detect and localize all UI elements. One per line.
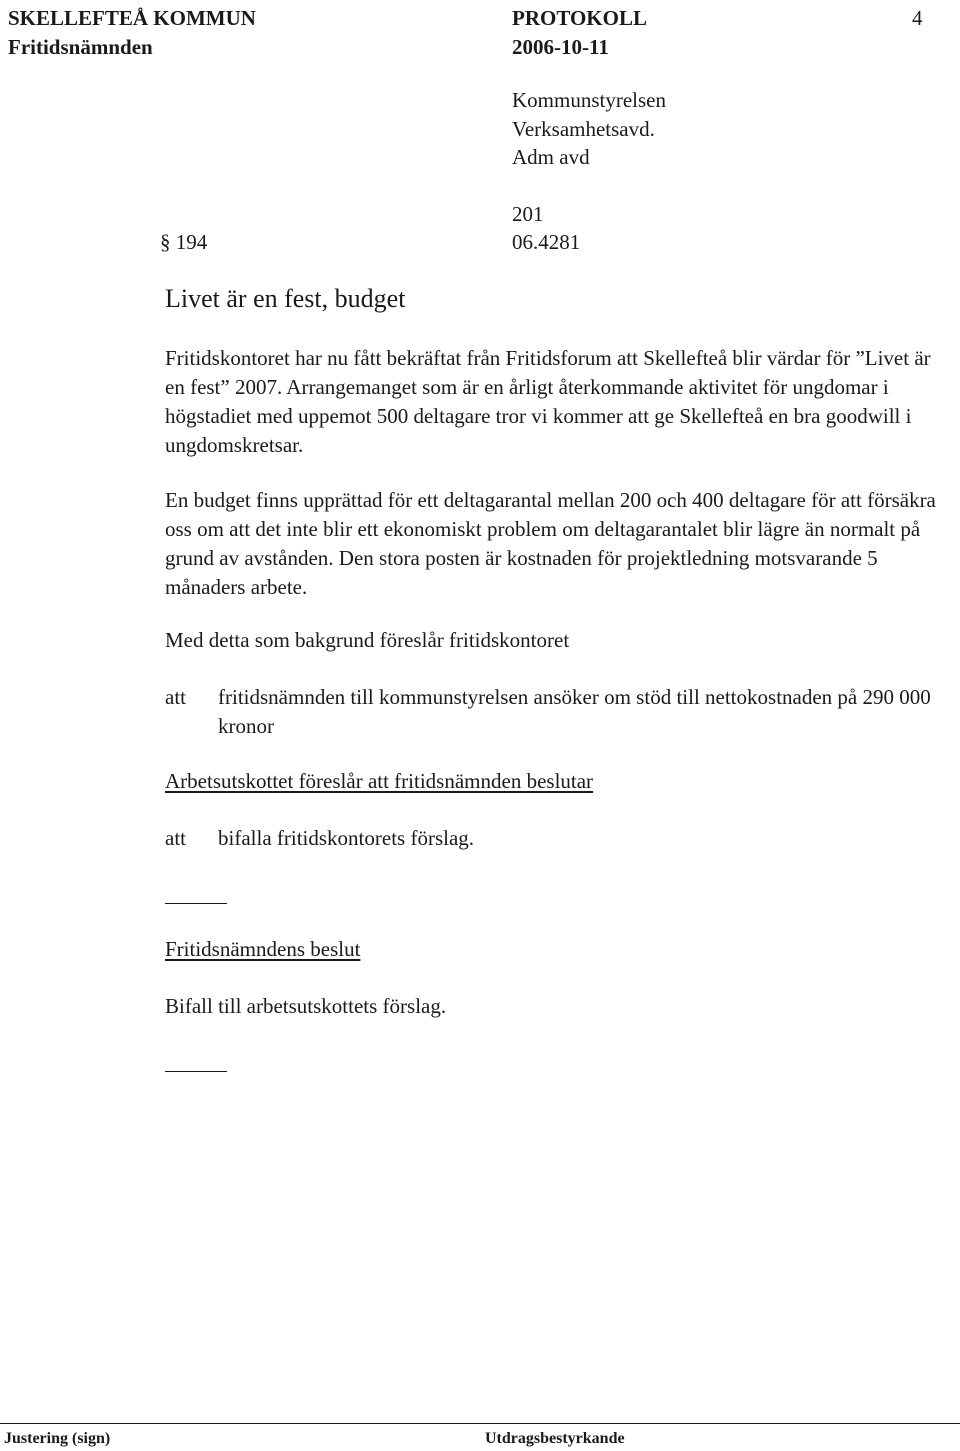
decision-heading: Fritidsnämndens beslut (165, 937, 361, 961)
proposal-att-label: att (165, 685, 186, 709)
organization-name: SKELLEFTEÅ KOMMUN (8, 6, 256, 30)
meeting-date: 2006-10-11 (512, 35, 609, 59)
committee-att-label: att (165, 826, 186, 850)
committee-text: bifalla fritidskontorets förslag. (218, 826, 475, 850)
section-number: § 194 (160, 230, 208, 254)
distribution-recipient: Verksamhetsavd. (512, 117, 655, 141)
committee-heading: Arbetsutskottet föreslår att fritidsnämnden beslutar (165, 769, 594, 793)
background-paragraph: Fritidskontoret har nu fått bekräftat från Fritidsforum att Skellefteå blir värdar för ”Livet är en fest” 2007. Arrangemanget som är en årligt återkommande aktivitet för ungdomar i högstadiet med uppemot 500 deltagare tror vi kommer att ge Skellefteå en bra goodwill i ungdomskretsar. (165, 346, 931, 457)
diary-number-part1: 201 (512, 202, 544, 226)
distribution-recipient: Kommunstyrelsen (512, 88, 666, 112)
distribution-recipient: Adm avd (512, 145, 590, 169)
section-divider (165, 903, 227, 904)
page-number: 4 (912, 6, 923, 30)
case-title: Livet är en fest, budget (165, 284, 406, 313)
proposal-intro: Med detta som bakgrund föreslår fritidskontoret (165, 628, 570, 652)
footer-signature-label: Justering (sign) (4, 1430, 111, 1447)
footer-certification-label: Utdragsbestyrkande (485, 1430, 625, 1447)
section-divider (165, 1071, 227, 1072)
committee-name: Fritidsnämnden (8, 35, 153, 59)
decision-text: Bifall till arbetsutskottets förslag. (165, 994, 447, 1018)
document-type: PROTOKOLL (512, 6, 647, 30)
proposal-text: fritidsnämnden till kommunstyrelsen ansöker om stöd till nettokostnaden på 290 000 kronor (218, 685, 931, 738)
footer-divider (0, 1423, 960, 1424)
diary-number-part2: 06.4281 (512, 230, 581, 254)
budget-paragraph: En budget finns upprättad för ett deltagarantal mellan 200 och 400 deltagare för att försäkra oss om att det inte blir ett ekonomiskt problem om deltagarantalet blir lägre än normalt på grund av avstånden. Den stora posten är kostnaden för projektledning motsvarande 5 månaders arbete. (165, 488, 936, 599)
